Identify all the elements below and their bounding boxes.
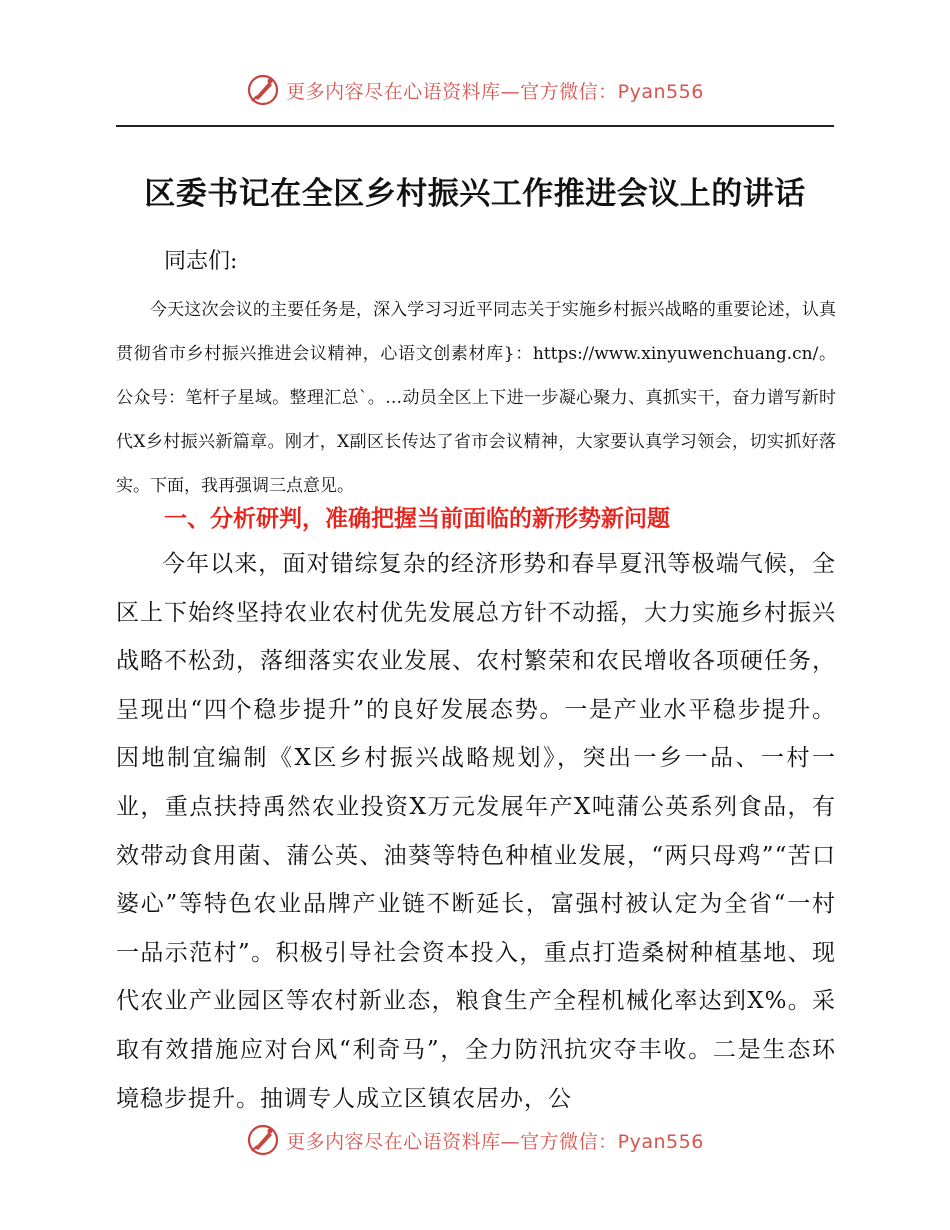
section-body-paragraph: 今年以来，面对错综复杂的经济形势和春旱夏汛等极端气候，全区上下始终坚持农业农村优先发展总方针不动摇，大力实施乡村振兴战略不松劲，落细落实农业发展、农村繁荣和农民增收各项硬任务，呈现出“四个稳步提升”的良好发展态势。一是产业水平稳步提升。因地制宜编制《X区乡村振兴战略规划》，突出一乡一品、一村一业，重点扶持禹然农业投资X万元发展年产X吨蒲公英系列食品，有效带动食用菌、蒲公英、油葵等特色种植业发展，“两只母鸡”“苦口婆心”等特色农业品牌产业链不断延长，富强村被认定为全省“一村一品示范村”。积极引导社会资本投入，重点打造桑树种植基地、现代农业产业园区等农村新业态，粮食生产全程机械化率达到X%。采取有效措施应对台风“利奇马”，全力防汛抗灾夺丰收。二是生态环境稳步提升。抽调专人成立区镇农居办，公 xyxy=(116,551,836,1112)
footer-watermark-text: 更多内容尽在心语资料库—官方微信：Pyan556 xyxy=(286,1130,704,1153)
intro-paragraph: 今天这次会议的主要任务是，深入学习习近平同志关于实施乡村振兴战略的重要论述，认真贯彻省市乡村振兴推进会议精神，心语文创素材库}：https://www.xinyuwenchuang.cn/。公众号：笔杆子星域。整理汇总`。…动员全区上下进一步凝心聚力、真抓实干，奋力谱写新时代X乡村振兴新篇章。刚才，X副区长传达了省市会议精神，大家要认真学习领会，切实抓好落实。下面，我再强调三点意见。 xyxy=(116,300,836,496)
header-watermark-text: 更多内容尽在心语资料库—官方微信：Pyan556 xyxy=(286,80,704,103)
section-heading: 一、分析研判，准确把握当前面临的新形势新问题 xyxy=(164,506,670,532)
quill-logo-icon xyxy=(246,1123,280,1157)
quill-logo-icon xyxy=(246,73,280,107)
header-divider xyxy=(116,125,834,127)
page-title: 区委书记在全区乡村振兴工作推进会议上的讲话 xyxy=(144,176,806,212)
salutation: 同志们: xyxy=(164,249,238,274)
header-watermark xyxy=(0,70,950,110)
footer-watermark xyxy=(0,1120,950,1160)
